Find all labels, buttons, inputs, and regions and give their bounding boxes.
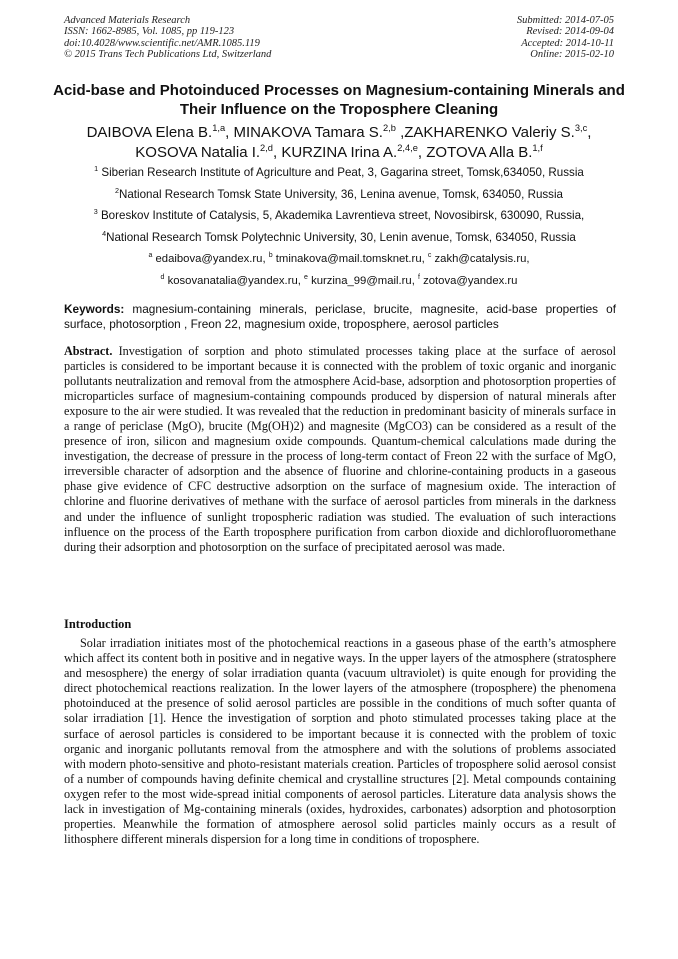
affiliation-marker: 1 [94,164,99,174]
author-name: ZOTOVA Alla B. [426,144,533,161]
author-affiliation-marker: 2,d [260,143,273,153]
author-separator: , [587,124,592,141]
affiliation-text: Siberian Research Institute of Agriculture and Peat, 3, Gagarina street, Tomsk,634050, Russia [101,166,584,179]
email-address: zotova@yandex.ru [423,275,518,287]
email-line-1 [40,252,638,266]
doi-line: doi:10.4028/www.scientific.net/AMR.1085.119 [64,37,260,49]
email-address: kosovanatalia@yandex.ru, [167,275,305,287]
journal-info [64,15,271,61]
submitted-date: Submitted: 2014-07-05 [516,15,614,26]
email-marker: e [304,274,308,282]
email-marker: b [268,252,273,260]
author-affiliation-marker: 1,f [532,143,543,153]
abstract-label: Abstract. [64,344,113,358]
author-name: MINAKOVA Tamara S. [233,124,383,141]
issn-line: ISSN: 1662-8985, Vol. 1085, pp 119-123 [64,26,235,38]
email-address: kurzina_99@mail.ru, [311,275,418,287]
paper-title: Acid-base and Photoinduced Processes on Magnesium-containing Minerals and Their Influence on the Troposphere Cleaning [53,82,625,118]
email-address: edaibova@yandex.ru, [155,253,269,265]
author-list [40,123,638,163]
keywords-label: Keywords: [64,302,125,316]
author-separator: , [395,124,405,141]
publication-dates [517,15,614,61]
author-affiliation-marker: 3,c [574,123,588,133]
abstract-text: Investigation of sorption and photo stimulated processes taking place at the surface of aerosol particles is considered to be important because it is connected with the problem of toxic organic and inorganic pollutants neutralization and removal from the atmosphere Acid-base, adsorption and photosorption properties of microparticles surface of magnesium-containing compounds produced by dispersion of natural minerals after exposure to the air were studied. It was revealed that the reduction in predominant basicity of minerals surface in a range of periclase (MgO), brucite (Mg(OH)2) and magnesite (MgCO3) can be considered as a result of the presence of iron, silicon and magnesium oxide compounds. Quantum-chemical calculations made during the investigation, the decrease of pressure in the process of long-term contact of Freon 22 with the surface of MgO, irreversible character of adsorption and the absence of fluorine and chlorine-containing products in a gaseous phase give evidence of CFC destructive adsorption on the surface of magnesium oxide. The interaction of chlorine and fluorine derivatives of methane with the surface of aerosol particles from minerals in the darkness and under the influence of sunlight tropospheric radiation was studied. The evaluation of such interactions influence on the process of the Earth troposphere purification from carbon dioxide and dichlorofluoromethane during their adsorption and photosorption on the surface of precipitated aerosol was made. [64,344,617,554]
keywords-section [64,302,616,332]
email-marker: d [160,274,165,282]
revised-date: Revised: 2014-09-04 [526,26,614,38]
author-name: KOSOVA Natalia I. [135,144,261,161]
author-affiliation-marker: 1,a [212,123,226,133]
email-address: zakh@catalysis.ru, [434,253,530,265]
keywords-text: magnesium-containing minerals, periclase, brucite, magnesite, acid-base properties of surface, photosorption , Freon 22, magnesium oxide, troposphere, aerosol particles [64,302,616,331]
affiliation-1 [40,166,638,180]
section-heading-introduction: Introduction [64,617,132,631]
introduction-paragraph: Solar irradiation initiates most of the photochemical reactions in a gaseous phase of the earth’s atmosphere which affect its content both in positive and in negative ways. In the upper layers of the atmosphere (stratosphere and mesosphere) the energy of solar irradiation quanta (vacuum ultraviolet) is quite enough for providing the direct photochemical reactions realization. In the lower layers of the atmosphere (troposphere) the phenomena photoinduced at the presence of solid aerosol particles are possible in the conditions of much softer quanta of solar irradiation [1]. Hence the investigation of sorption and photo stimulated processes taking place at the surface of aerosol particles is considered to be important because it is connected with the problem of toxic organic and inorganic pollutants removal from the atmosphere and with the solutions of problems associated with modern photo-sensitive and photo-resistant materials creation. Particles of troposphere solid aerosol consist of a number of compounds having definite chemical and crystalline structures [2]. Metal compounds containing oxygen refer to the most wide-spread initial components of aerosol particles. Literature data analysis shows the lack in investigation of Mg-containing minerals (oxides, hydroxides, carbonates) adsorption and photosorption properties. Meanwhile the formation of atmosphere aerosol solid particles mainly occurs as a result of lithosphere different minerals dispersion for a long time in conditions of troposphere. [64,636,616,847]
author-name: KURZINA Irina A. [281,144,398,161]
affiliation-text: Boreskov Institute of Catalysis, 5, Akademika Lavrentieva street, Novosibirsk, 630090, Russia, [100,209,585,222]
affiliation-marker: 3 [93,207,98,217]
online-date: Online: 2015-02-10 [530,49,614,61]
abstract-section [64,344,616,555]
affiliation-4 [40,231,638,245]
email-marker: a [148,252,153,260]
affiliation-2 [40,188,638,202]
author-name: DAIBOVA Elena B. [86,124,213,141]
email-marker: f [418,274,420,282]
author-separator: , [272,144,282,161]
author-affiliation-marker: 2,4,e [397,143,418,153]
accepted-date: Accepted: 2014-10-11 [521,37,614,49]
affiliation-text: National Research Tomsk Polytechnic University, 30, Lenin avenue, Tomsk, 634050, Russia [106,231,576,244]
affiliation-3 [40,209,638,223]
email-marker: c [427,252,432,260]
author-name: ZAKHARENKO Valeriy S. [404,124,575,141]
email-address: tminakova@mail.tomsknet.ru, [275,253,428,265]
copyright-line: © 2015 Trans Tech Publications Ltd, Switzerland [64,49,272,61]
author-separator: , [417,144,427,161]
author-separator: , [225,124,234,141]
journal-name: Advanced Materials Research [64,15,191,26]
affiliation-text: National Research Tomsk State University, 36, Lenina avenue, Tomsk, 634050, Russia [118,188,564,201]
affiliation-marker: 4 [102,229,107,239]
email-line-2 [40,274,638,288]
author-affiliation-marker: 2,b [382,123,396,133]
affiliation-marker: 2 [114,186,119,196]
